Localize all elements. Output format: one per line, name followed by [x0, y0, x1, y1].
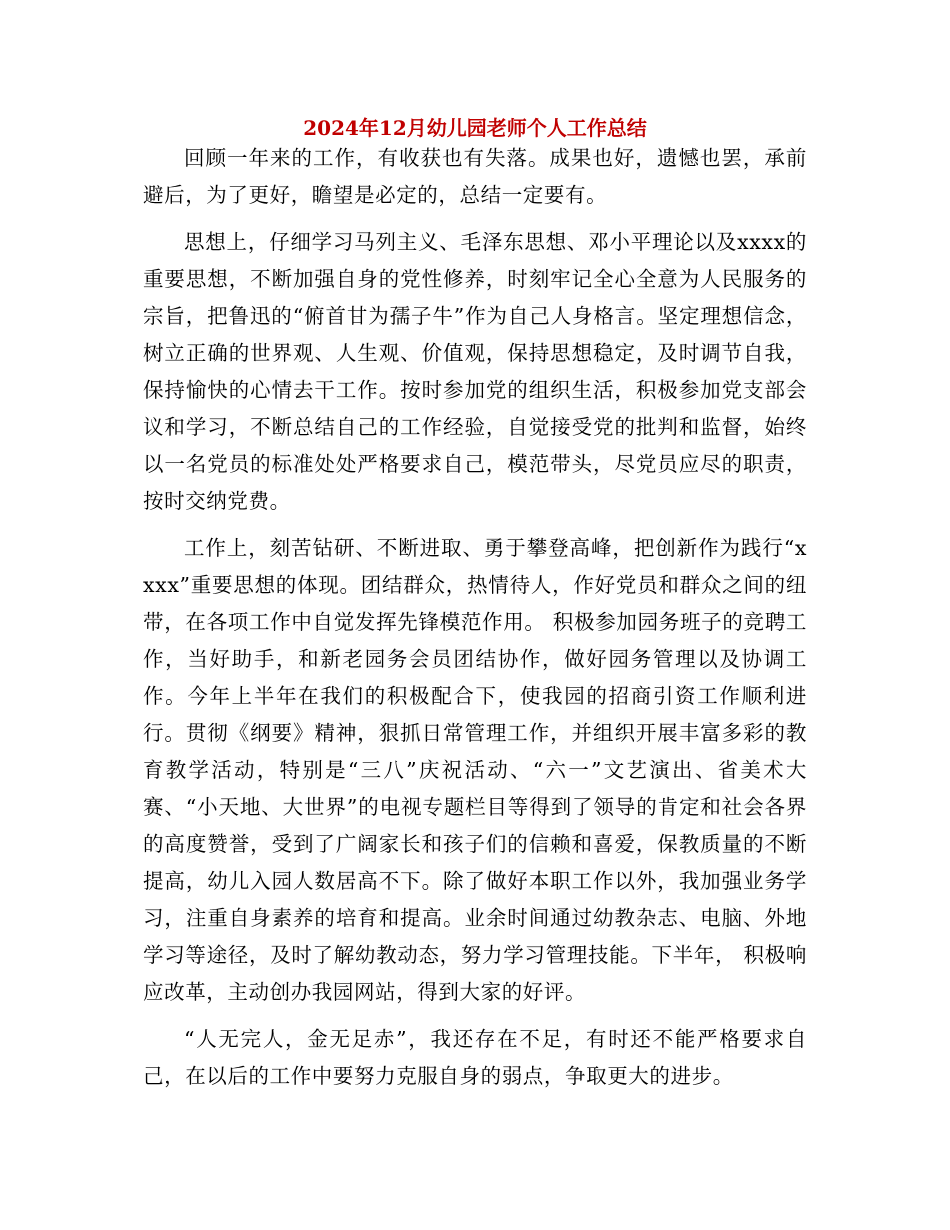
document-body	[143, 140, 807, 1105]
paragraph-intro: 回顾一年来的工作，有收获也有失落。成果也好，遗憾也罢，承前避后，为了更好，瞻望是必定的，总结一定要有。	[143, 146, 807, 207]
paragraph-conclusion: “人无完人，金无足赤”，我还存在不足，有时还不能严格要求自己，在以后的工作中要努力克服自身的弱点，争取更大的进步。	[143, 1027, 807, 1088]
paragraph-work: 工作上，刻苦钻研、不断进取、勇于攀登高峰，把创新作为践行“xxxx”重要思想的体现。团结群众，热情待人，作好党员和群众之间的纽带，在各项工作中自觉发挥先锋模范作用。 积极参加园务班子的竞聘工作，当好助手，和新老园务会员团结协作，做好园务管理以及协调工作。今年上半年在我们的积极配合下，使我园的招商引资工作顺利进行。贯彻《纲要》精神，狠抓日常管理工作，并组织开展丰富多彩的教育教学活动，特别是“三八”庆祝活动、“六一”文艺演出、省美术大赛、“小天地、大世界”的电视专题栏目等得到了领导的肯定和社会各界的高度赞誉，受到了广阔家长和孩子们的信赖和喜爱，保教质量的不断提高，幼儿入园人数居高不下。除了做好本职工作以外，我加强业务学习，注重自身素养的培育和提高。业余时间通过幼教杂志、电脑、外地学习等途径，及时了解幼教动态，努力学习管理技能。下半年， 积极响应改革，主动创办我园网站，得到大家的好评。	[143, 536, 807, 1004]
paragraph-thought: 思想上，仔细学习马列主义、毛泽东思想、邓小平理论以及xxxx的重要思想，不断加强自身的党性修养，时刻牢记全心全意为人民服务的宗旨，把鲁迅的“俯首甘为孺子牛”作为自己人身格言。坚定理想信念，树立正确的世界观、人生观、价值观，保持思想稳定，及时调节自我，保持愉快的心情去干工作。按时参加党的组织生活，积极参加党支部会议和学习，不断总结自己的工作经验，自觉接受党的批判和监督，始终以一名党员的标准处处严格要求自己，模范带头，尽党员应尽的职责，按时交纳党费。	[143, 230, 807, 513]
document-title: 2024年12月幼儿园老师个人工作总结	[303, 116, 647, 140]
